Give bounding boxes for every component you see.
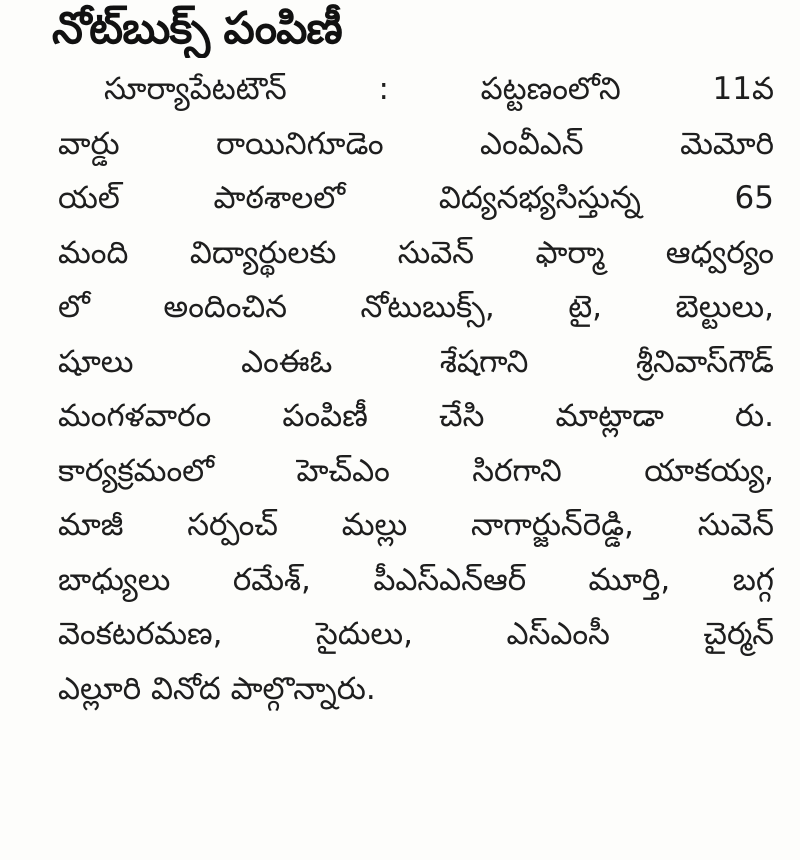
- article-line: షూలు ఎంఈఓ శేషగాని శ్రీనివాస్‌గౌడ్: [58, 343, 774, 380]
- article-line: ఎల్లూరి వినోద పాల్గొన్నారు.: [58, 670, 376, 707]
- article-line: యల్ పాఠశాలలో విద్యనభ్యసిస్తున్న 65: [58, 180, 774, 216]
- article-line: మాజీ సర్పంచ్ మల్లు నాగార్జున్‌రెడ్డి, సువెన్: [58, 507, 774, 543]
- article-line: వార్డు రాయినిగూడెం ఎంవీఎన్ మెమోరి: [58, 125, 774, 162]
- article-line: మంగళవారం పంపిణీ చేసి మాట్లాడా రు.: [58, 398, 774, 434]
- article-line: కార్యక్రమంలో హెచ్‌ఎం సిరగాని యాకయ్య,: [58, 452, 774, 489]
- article-line: బాధ్యులు రమేశ్, పీఎస్‌ఎన్‌ఆర్ మూర్తి, బగ్గ: [58, 561, 774, 598]
- article-line: వెంకటరమణ, సైదులు, ఎస్‌ఎంసీ చైర్మన్: [58, 616, 774, 652]
- article-body: [58, 62, 774, 852]
- article-line: లో అందించిన నోటుబుక్స్, టై, బెల్టులు,: [58, 289, 774, 325]
- article-headline: నోట్‌బుక్స్ పంపిణీ: [52, 3, 342, 54]
- article-line: మంది విద్యార్థులకు సువెన్ ఫార్మా ఆధ్వర్యం: [58, 234, 774, 271]
- article-line: సూర్యాపేటటౌన్ : పట్టణంలోని 11వ: [104, 71, 774, 107]
